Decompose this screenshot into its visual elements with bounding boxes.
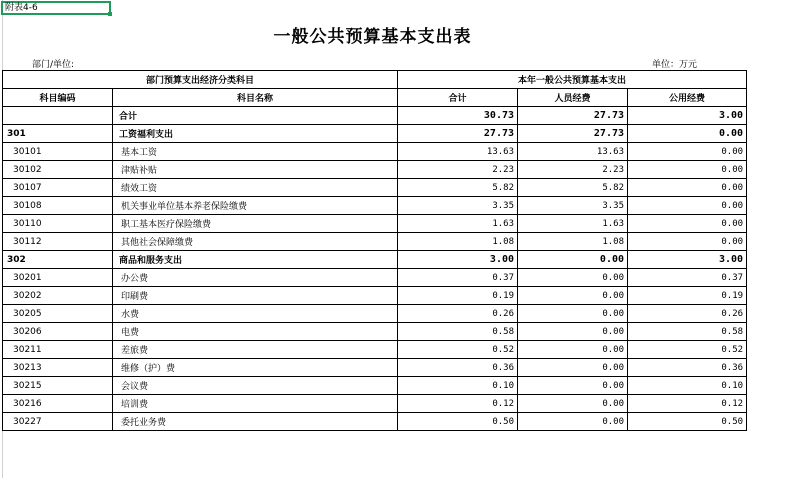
cell-personnel[interactable]: 0.00 — [518, 269, 628, 287]
table-row — [3, 179, 747, 197]
cell-personnel[interactable]: 27.73 — [518, 125, 628, 143]
table-row — [3, 233, 747, 251]
cell-total[interactable]: 1.63 — [398, 215, 518, 233]
header-public[interactable]: 公用经费 — [628, 89, 747, 107]
cell-total[interactable]: 13.63 — [398, 143, 518, 161]
table-row — [3, 143, 747, 161]
cell-public[interactable]: 0.00 — [628, 179, 747, 197]
cell-public[interactable]: 0.37 — [628, 269, 747, 287]
cell-public[interactable]: 0.00 — [628, 233, 747, 251]
cell-personnel[interactable]: 2.23 — [518, 161, 628, 179]
cell-personnel[interactable]: 0.00 — [518, 377, 628, 395]
cell-name[interactable]: 维修（护）费 — [113, 359, 398, 377]
cell-total[interactable]: 0.12 — [398, 395, 518, 413]
cell-public[interactable]: 0.36 — [628, 359, 747, 377]
cell-name[interactable]: 其他社会保障缴费 — [113, 233, 398, 251]
cell-total[interactable]: 0.19 — [398, 287, 518, 305]
cell-personnel[interactable]: 0.00 — [518, 395, 628, 413]
table-row — [3, 305, 747, 323]
cell-personnel[interactable]: 5.82 — [518, 179, 628, 197]
cell-code[interactable]: 301 — [3, 125, 113, 143]
cell-personnel[interactable]: 0.00 — [518, 251, 628, 269]
cell-total[interactable]: 3.00 — [398, 251, 518, 269]
cell-public[interactable]: 0.58 — [628, 323, 747, 341]
table-row — [3, 161, 747, 179]
table-row — [3, 323, 747, 341]
cell-public[interactable]: 0.00 — [628, 197, 747, 215]
cell-total[interactable]: 0.36 — [398, 359, 518, 377]
fill-handle[interactable] — [108, 12, 112, 16]
cell-public[interactable]: 0.52 — [628, 341, 747, 359]
cell-name[interactable]: 差旅费 — [113, 341, 398, 359]
cell-code[interactable]: 302 — [3, 251, 113, 269]
header-name[interactable]: 科目名称 — [113, 89, 398, 107]
cell-code[interactable]: 30227 — [3, 413, 113, 431]
cell-public[interactable]: 0.12 — [628, 395, 747, 413]
cell-total[interactable]: 0.52 — [398, 341, 518, 359]
header-personnel[interactable]: 人员经费 — [518, 89, 628, 107]
cell-name[interactable]: 办公费 — [113, 269, 398, 287]
cell-code[interactable]: 30101 — [3, 143, 113, 161]
cell-name[interactable]: 津贴补贴 — [113, 161, 398, 179]
cell-code[interactable]: 30215 — [3, 377, 113, 395]
cell-total[interactable]: 27.73 — [398, 125, 518, 143]
cell-name[interactable]: 培训费 — [113, 395, 398, 413]
cell-public[interactable]: 0.19 — [628, 287, 747, 305]
cell-name[interactable]: 基本工资 — [113, 143, 398, 161]
table-row — [3, 413, 747, 431]
cell-public[interactable]: 0.00 — [628, 161, 747, 179]
cell-code[interactable]: 30108 — [3, 197, 113, 215]
cell-code[interactable]: 30216 — [3, 395, 113, 413]
cell-name[interactable]: 印刷费 — [113, 287, 398, 305]
cell-personnel[interactable]: 0.00 — [518, 413, 628, 431]
table-row — [3, 359, 747, 377]
table-row — [3, 125, 747, 143]
cell-public[interactable]: 0.50 — [628, 413, 747, 431]
cell-personnel[interactable]: 0.00 — [518, 287, 628, 305]
cell-personnel[interactable]: 0.00 — [518, 305, 628, 323]
cell-code[interactable]: 30107 — [3, 179, 113, 197]
cell-name[interactable]: 商品和服务支出 — [113, 251, 398, 269]
cell-total[interactable]: 1.08 — [398, 233, 518, 251]
cell-public[interactable]: 3.00 — [628, 251, 747, 269]
cell-code[interactable]: 30110 — [3, 215, 113, 233]
cell-code[interactable]: 30202 — [3, 287, 113, 305]
cell-name[interactable]: 机关事业单位基本养老保险缴费 — [113, 197, 398, 215]
cell-public[interactable]: 0.10 — [628, 377, 747, 395]
header-group-left[interactable]: 部门预算支出经济分类科目 — [3, 71, 398, 89]
cell-total[interactable]: 3.35 — [398, 197, 518, 215]
cell-total[interactable]: 0.10 — [398, 377, 518, 395]
cell-code[interactable]: 30213 — [3, 359, 113, 377]
table-row — [3, 269, 747, 287]
cell-public[interactable]: 0.26 — [628, 305, 747, 323]
cell-total[interactable]: 0.58 — [398, 323, 518, 341]
table-row — [3, 215, 747, 233]
cell-total[interactable]: 5.82 — [398, 179, 518, 197]
dept-label: 部门/单位: — [32, 60, 75, 70]
cell-code[interactable]: 30206 — [3, 323, 113, 341]
cell-public[interactable]: 0.00 — [628, 143, 747, 161]
selected-cell[interactable] — [1, 1, 111, 15]
cell-public[interactable]: 3.00 — [628, 107, 747, 125]
cell-name[interactable]: 会议费 — [113, 377, 398, 395]
cell-code[interactable]: 30201 — [3, 269, 113, 287]
header-row-group — [3, 71, 747, 89]
cell-total[interactable]: 0.50 — [398, 413, 518, 431]
cell-code[interactable]: 30112 — [3, 233, 113, 251]
cell-personnel[interactable]: 27.73 — [518, 107, 628, 125]
table-row — [3, 341, 747, 359]
selected-cell-text: 附表4-6 — [5, 3, 38, 13]
cell-code[interactable]: 30205 — [3, 305, 113, 323]
cell-public[interactable]: 0.00 — [628, 215, 747, 233]
cell-name[interactable]: 合计 — [113, 107, 398, 125]
cell-name[interactable]: 委托业务费 — [113, 413, 398, 431]
header-code[interactable]: 科目编码 — [3, 89, 113, 107]
table-row — [3, 107, 747, 125]
cell-name[interactable]: 职工基本医疗保险缴费 — [113, 215, 398, 233]
unit-label: 单位：万元 — [652, 60, 698, 70]
table-row — [3, 251, 747, 269]
header-total[interactable]: 合计 — [398, 89, 518, 107]
cell-code[interactable]: 30102 — [3, 161, 113, 179]
cell-personnel[interactable]: 13.63 — [518, 143, 628, 161]
cell-name[interactable]: 电费 — [113, 323, 398, 341]
budget-table — [2, 70, 747, 431]
table-row — [3, 377, 747, 395]
page-title: 一般公共预算基本支出表 — [273, 27, 472, 47]
table-row — [3, 395, 747, 413]
cell-personnel[interactable]: 1.08 — [518, 233, 628, 251]
cell-total[interactable]: 0.26 — [398, 305, 518, 323]
header-group-right[interactable]: 本年一般公共预算基本支出 — [398, 71, 747, 89]
cell-name[interactable]: 绩效工资 — [113, 179, 398, 197]
cell-total[interactable]: 2.23 — [398, 161, 518, 179]
cell-personnel[interactable]: 1.63 — [518, 215, 628, 233]
cell-code[interactable]: 30211 — [3, 341, 113, 359]
cell-personnel[interactable]: 0.00 — [518, 323, 628, 341]
cell-name[interactable]: 水费 — [113, 305, 398, 323]
cell-personnel[interactable]: 0.00 — [518, 359, 628, 377]
header-row-columns — [3, 89, 747, 107]
cell-total[interactable]: 0.37 — [398, 269, 518, 287]
cell-code[interactable] — [3, 107, 113, 125]
table-row — [3, 197, 747, 215]
cell-public[interactable]: 0.00 — [628, 125, 747, 143]
cell-personnel[interactable]: 3.35 — [518, 197, 628, 215]
table-row — [3, 287, 747, 305]
cell-name[interactable]: 工资福利支出 — [113, 125, 398, 143]
cell-total[interactable]: 30.73 — [398, 107, 518, 125]
cell-personnel[interactable]: 0.00 — [518, 341, 628, 359]
